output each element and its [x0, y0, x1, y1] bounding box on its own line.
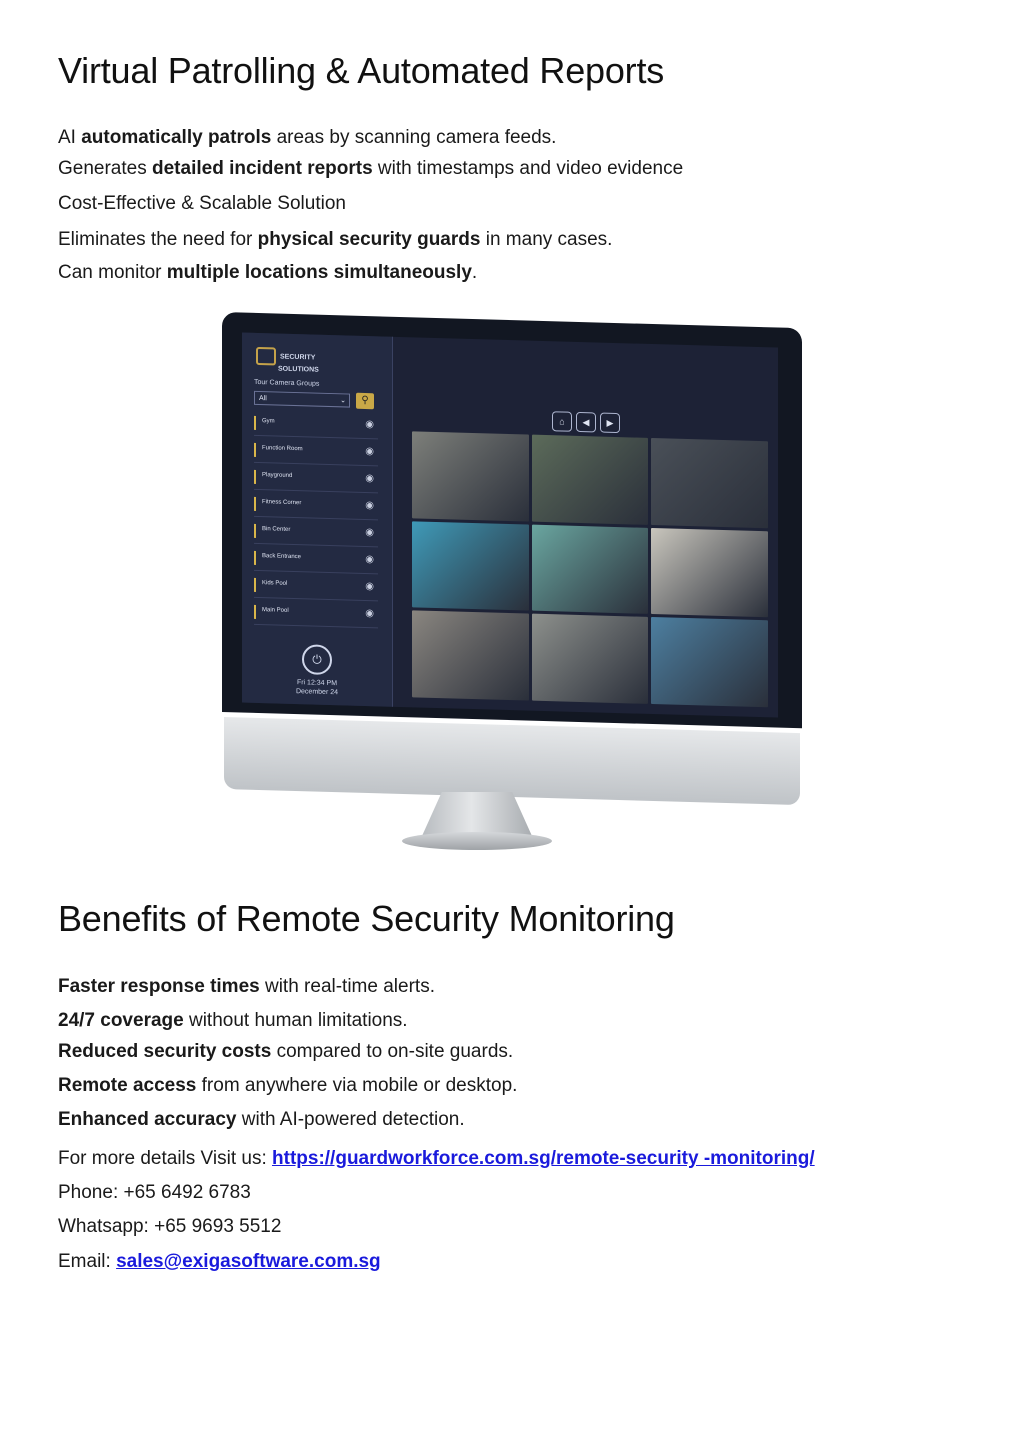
camera-marker: [254, 524, 256, 538]
monitor-stand-neck: [422, 792, 532, 836]
camera-list-item: [254, 467, 378, 493]
benefit-coverage: 24/7 coverage without human limitations.: [58, 1010, 408, 1031]
camera-marker: [254, 470, 256, 484]
camera-feed-tile: [412, 521, 529, 611]
camera-list-item: [254, 548, 378, 574]
camera-marker: [254, 443, 256, 457]
monitor-bezel: [222, 312, 802, 728]
camera-feed-tile: [412, 611, 529, 701]
camera-marker: [254, 416, 256, 430]
feature-line-multiple-locations: Can monitor multiple locations simultaneously.: [58, 262, 478, 283]
camera-name: Gym: [262, 418, 275, 425]
clock-readout: Fri 12:34 PM December 24: [295, 679, 339, 697]
camera-list-item: [254, 602, 378, 628]
forward-icon: ▶: [600, 413, 620, 434]
view-controls: [552, 411, 624, 433]
cctv-camera-icon: ◉: [365, 500, 374, 512]
rewind-icon: ◀: [576, 412, 596, 433]
camera-groups-label: Tour Camera Groups: [254, 378, 320, 388]
website-link[interactable]: https://guardworkforce.com.sg/remote-security -monitoring/: [272, 1148, 815, 1169]
camera-list-item: [254, 413, 378, 439]
cctv-camera-icon: ◉: [365, 446, 374, 458]
email-link[interactable]: sales@exigasoftware.com.sg: [116, 1251, 381, 1272]
camera-feed-tile: [651, 438, 768, 528]
camera-sidebar: [242, 333, 393, 707]
camera-feed-tile: [412, 431, 529, 521]
monitor-chin: [224, 717, 800, 805]
camera-name: Function Room: [262, 445, 303, 453]
cctv-camera-icon: ◉: [365, 527, 374, 539]
power-icon: ⏻: [302, 644, 332, 675]
camera-feed-tile: [651, 528, 768, 618]
benefit-faster-response: Faster response times with real-time alerts.: [58, 976, 435, 997]
camera-name: Bin Center: [262, 526, 291, 533]
camera-feed-tile: [532, 614, 649, 704]
section-title-benefits: Benefits of Remote Security Monitoring: [58, 898, 675, 939]
camera-feed-grid: [412, 431, 768, 707]
camera-name: Kids Pool: [262, 580, 288, 587]
cctv-camera-icon: ◉: [365, 419, 374, 431]
monitor-illustration: [222, 312, 802, 860]
camera-name: Main Pool: [262, 607, 289, 614]
section-title-virtual-patrolling: Virtual Patrolling & Automated Reports: [58, 50, 665, 91]
chevron-down-icon: ⌄: [340, 397, 346, 405]
benefit-enhanced-accuracy: Enhanced accuracy with AI-powered detection.: [58, 1109, 465, 1130]
email-line: Email: sales@exigasoftware.com.sg: [58, 1251, 381, 1272]
cctv-camera-icon: ◉: [365, 473, 374, 485]
camera-marker: [254, 551, 256, 565]
camera-feed-tile: [651, 617, 768, 707]
camera-list-item: [254, 575, 378, 601]
camera-name: Back Entrance: [262, 553, 302, 561]
cctv-camera-icon: ◉: [365, 554, 374, 566]
security-logo: SECURITY SOLUTIONS: [256, 347, 319, 375]
camera-marker: [254, 605, 256, 619]
phone-line: Phone: +65 6492 6783: [58, 1182, 251, 1203]
camera-list-item: [254, 521, 378, 547]
camera-list-item: [254, 494, 378, 520]
camera-list: [254, 413, 378, 632]
whatsapp-line: Whatsapp: +65 9693 5512: [58, 1216, 282, 1237]
camera-feed-tile: [532, 524, 649, 614]
feature-line-incident-reports: Generates detailed incident reports with timestamps and video evidence: [58, 158, 684, 179]
camera-list-item: [254, 440, 378, 466]
cctv-camera-icon: ◉: [365, 581, 374, 593]
search-icon: ⚲: [356, 393, 374, 410]
camera-name: Playground: [262, 472, 293, 479]
feature-line-eliminates-guards: Eliminates the need for physical security guards in many cases.: [58, 229, 613, 250]
monitor-stand-base: [402, 832, 552, 850]
cctv-camera-icon: ◉: [365, 608, 374, 620]
camera-name: Fitness Corner: [262, 499, 302, 507]
shield-logo-icon: [256, 347, 276, 366]
camera-marker: [254, 497, 256, 511]
benefit-reduced-costs: Reduced security costs compared to on-site guards.: [58, 1041, 514, 1062]
camera-marker: [254, 578, 256, 592]
details-line: For more details Visit us: https://guardworkforce.com.sg/remote-security -monitoring/: [58, 1148, 815, 1169]
feature-line-cost-effective: Cost-Effective & Scalable Solution: [58, 193, 346, 214]
benefit-remote-access: Remote access from anywhere via mobile or desktop.: [58, 1075, 518, 1096]
monitor-screen: [242, 333, 778, 718]
feature-line-auto-patrol: AI automatically patrols areas by scanning camera feeds.: [58, 127, 557, 148]
home-icon: ⌂: [552, 411, 572, 432]
camera-feed-tile: [532, 435, 649, 525]
camera-group-select: All ⌄: [254, 391, 350, 408]
